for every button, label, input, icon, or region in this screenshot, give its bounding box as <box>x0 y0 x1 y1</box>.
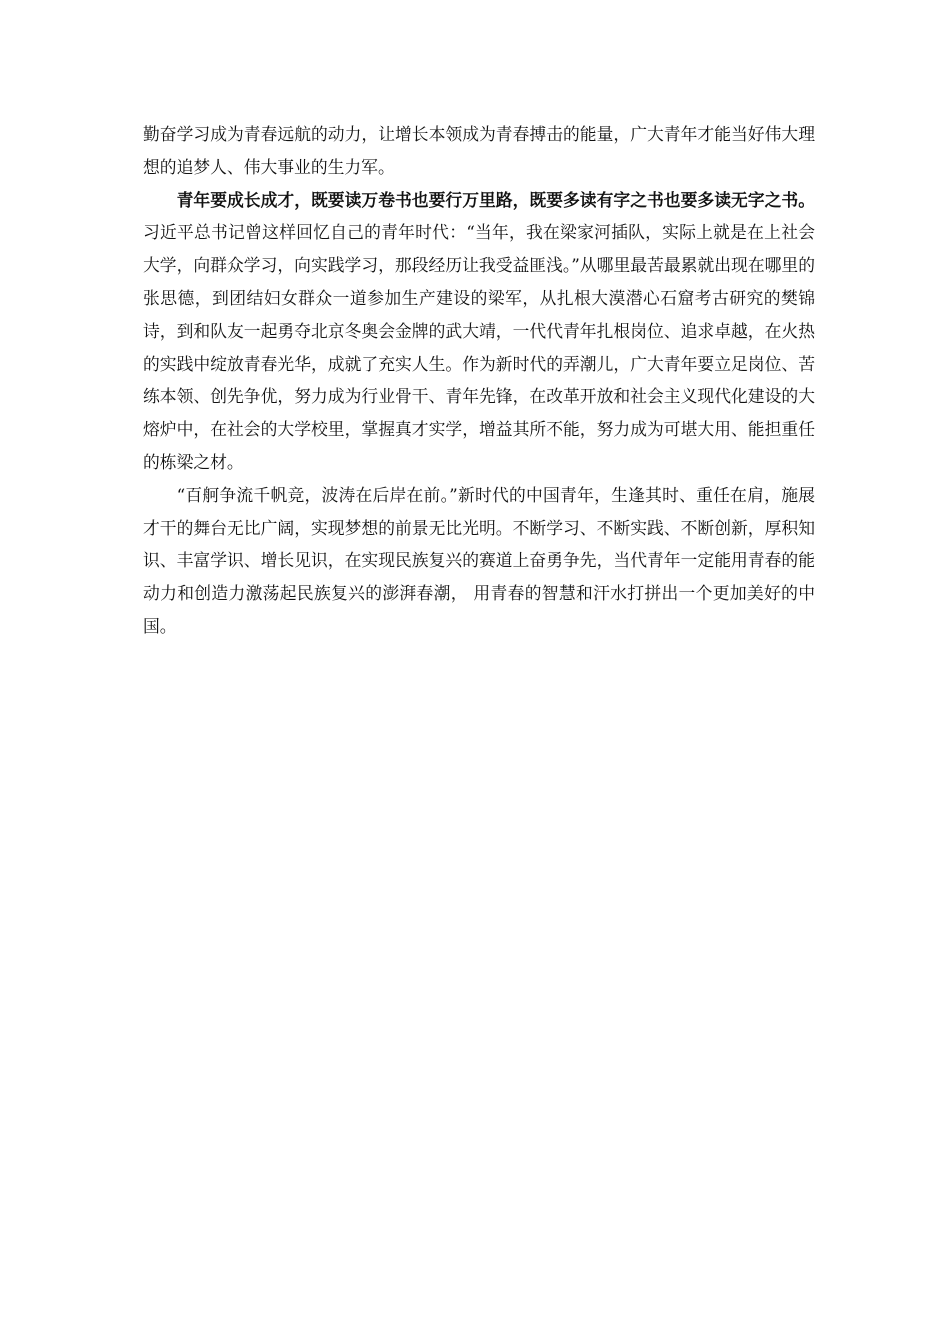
paragraph-2-lead: 青年要成长成才，既要读万卷书也要行万里路，既要多读有字之书也要多读无字之书。 <box>176 189 815 210</box>
paragraph-3: “百舸争流千帆竞，波涛在后岸在前。”新时代的中国青年，生逢其时、重任在肩，施展才干的舞台无比广阔，实现梦想的前景无比光明。不断学习、不断实践、不断创新，厚积知识、丰富学识、增长见识，在实现民族复兴的赛道上奋勇争先，当代青年一定能用青春的能动力和创造力激荡起民族复兴的澎湃春潮， 用青春的智慧和汗水打拼出一个更加美好的中国。 <box>143 484 815 636</box>
paragraph-2 <box>143 184 815 479</box>
document-body <box>143 118 815 643</box>
paragraph-1: 勤奋学习成为青春远航的动力，让增长本领成为青春搏击的能量，广大青年才能当好伟大理想的追梦人、伟大事业的生力军。 <box>143 124 815 177</box>
paragraph-2-body: 习近平总书记曾这样回忆自己的青年时代：“当年，我在梁家河插队，实际上就是在上社会大学，向群众学习，向实践学习，那段经历让我受益匪浅。”从哪里最苦最累就出现在哪里的张思德，到团结妇女群众一道参加生产建设的梁军，从扎根大漠潜心石窟考古研究的樊锦诗，到和队友一起勇夺北京冬奥会金牌的武大靖，一代代青年扎根岗位、追求卓越，在火热的实践中绽放青春光华，成就了充实人生。作为新时代的弄潮儿，广大青年要立足岗位、苦练本领、创先争优，努力成为行业骨干、青年先锋，在改革开放和社会主义现代化建设的大熔炉中，在社会的大学校里，掌握真才实学，增益其所不能，努力成为可堪大用、能担重任的栋梁之材。 <box>143 222 815 472</box>
